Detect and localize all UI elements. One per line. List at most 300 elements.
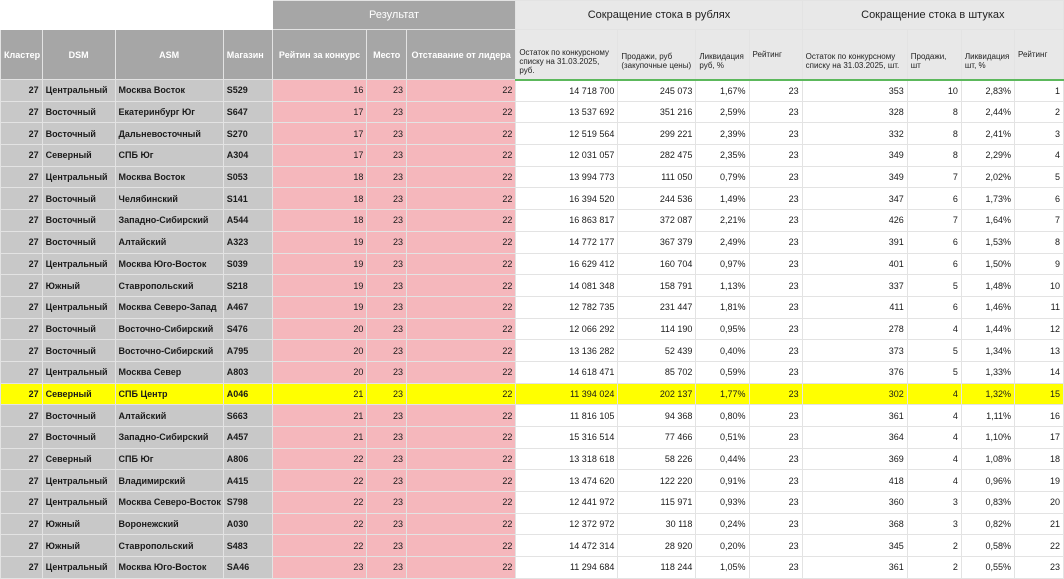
- cell-store: A803: [223, 361, 272, 383]
- table-row: [1, 405, 1064, 427]
- cell-cluster: 27: [1, 340, 43, 362]
- cell-liq-pcs: 0,96%: [961, 470, 1014, 492]
- cell-rating-pcs: 13: [1014, 340, 1063, 362]
- cell-dsm: Восточный: [42, 231, 115, 253]
- cell-gap: 22: [406, 166, 515, 188]
- cell-gap: 22: [406, 361, 515, 383]
- cell-store: S798: [223, 492, 272, 514]
- cell-rating-contest: 18: [272, 166, 367, 188]
- cell-rating-contest: 19: [272, 296, 367, 318]
- table-row: [1, 231, 1064, 253]
- cell-stock-rub: 12 519 564: [516, 123, 618, 145]
- cell-place: 23: [367, 231, 407, 253]
- cell-rating-rub: 23: [749, 80, 802, 102]
- cell-rating-rub: 23: [749, 101, 802, 123]
- cell-sales-pcs: 8: [907, 145, 961, 167]
- table-row: [1, 470, 1064, 492]
- cell-liq-rub: 1,81%: [696, 296, 749, 318]
- cell-liq-pcs: 1,64%: [961, 210, 1014, 232]
- cell-store: S529: [223, 80, 272, 102]
- cell-asm: Ставропольский: [115, 275, 223, 297]
- cell-asm: Москва Восток: [115, 80, 223, 102]
- cell-sales-pcs: 4: [907, 427, 961, 449]
- cell-liq-rub: 2,49%: [696, 231, 749, 253]
- cell-store: A544: [223, 210, 272, 232]
- cell-dsm: Восточный: [42, 427, 115, 449]
- cell-asm: Екатеринбург Юг: [115, 101, 223, 123]
- cell-rating-rub: 23: [749, 513, 802, 535]
- cell-place: 23: [367, 470, 407, 492]
- col-sales-pcs: Продажи, шт: [907, 30, 961, 80]
- cell-asm: Алтайский: [115, 405, 223, 427]
- cell-sales-pcs: 5: [907, 361, 961, 383]
- col-cluster: Кластер: [1, 30, 43, 80]
- cell-cluster: 27: [1, 210, 43, 232]
- cell-stock-pcs: 369: [802, 448, 907, 470]
- cell-cluster: 27: [1, 470, 43, 492]
- cell-dsm: Центральный: [42, 492, 115, 514]
- cell-liq-pcs: 1,34%: [961, 340, 1014, 362]
- cell-sales-rub: 202 137: [618, 383, 696, 405]
- cell-cluster: 27: [1, 492, 43, 514]
- cell-cluster: 27: [1, 145, 43, 167]
- cell-rating-pcs: 9: [1014, 253, 1063, 275]
- cell-sales-pcs: 4: [907, 470, 961, 492]
- cell-asm: Алтайский: [115, 231, 223, 253]
- cell-rating-pcs: 15: [1014, 383, 1063, 405]
- cell-rating-rub: 23: [749, 275, 802, 297]
- table-row: [1, 188, 1064, 210]
- cell-rating-pcs: 17: [1014, 427, 1063, 449]
- cell-gap: 22: [406, 231, 515, 253]
- cell-sales-pcs: 5: [907, 340, 961, 362]
- cell-asm: СПБ Юг: [115, 145, 223, 167]
- header-group-row: [1, 1, 1064, 30]
- table-row: [1, 253, 1064, 275]
- cell-rating-pcs: 8: [1014, 231, 1063, 253]
- table-row: [1, 361, 1064, 383]
- cell-liq-rub: 0,51%: [696, 427, 749, 449]
- cell-place: 23: [367, 145, 407, 167]
- cell-dsm: Восточный: [42, 340, 115, 362]
- cell-stock-pcs: 364: [802, 427, 907, 449]
- cell-rating-pcs: 16: [1014, 405, 1063, 427]
- cell-stock-pcs: 332: [802, 123, 907, 145]
- cell-sales-rub: 245 073: [618, 80, 696, 102]
- cell-sales-rub: 372 087: [618, 210, 696, 232]
- cell-liq-pcs: 1,11%: [961, 405, 1014, 427]
- cell-asm: Дальневосточный: [115, 123, 223, 145]
- cell-liq-pcs: 2,29%: [961, 145, 1014, 167]
- cell-gap: 22: [406, 513, 515, 535]
- cell-liq-rub: 1,13%: [696, 275, 749, 297]
- cell-gap: 22: [406, 318, 515, 340]
- cell-liq-pcs: 0,83%: [961, 492, 1014, 514]
- cell-dsm: Восточный: [42, 123, 115, 145]
- cell-store: A323: [223, 231, 272, 253]
- table-row: [1, 166, 1064, 188]
- cell-rating-rub: 23: [749, 492, 802, 514]
- table-row: [1, 296, 1064, 318]
- result-group-header: Результат: [272, 1, 516, 30]
- cell-asm: Ставропольский: [115, 535, 223, 557]
- cell-gap: 22: [406, 145, 515, 167]
- cell-gap: 22: [406, 296, 515, 318]
- cell-sales-pcs: 8: [907, 101, 961, 123]
- cell-sales-rub: 52 439: [618, 340, 696, 362]
- cell-dsm: Северный: [42, 448, 115, 470]
- cell-stock-rub: 13 537 692: [516, 101, 618, 123]
- cell-cluster: 27: [1, 361, 43, 383]
- cell-sales-rub: 158 791: [618, 275, 696, 297]
- cell-rating-rub: 23: [749, 253, 802, 275]
- col-rating-rub: Рейтинг: [749, 30, 802, 80]
- cell-asm: Восточно-Сибирский: [115, 340, 223, 362]
- cell-stock-pcs: 411: [802, 296, 907, 318]
- cell-stock-rub: 12 372 972: [516, 513, 618, 535]
- cell-rating-pcs: 1: [1014, 80, 1063, 102]
- cell-stock-rub: 16 629 412: [516, 253, 618, 275]
- cell-cluster: 27: [1, 557, 43, 579]
- table-row: [1, 535, 1064, 557]
- cell-liq-rub: 0,24%: [696, 513, 749, 535]
- cell-cluster: 27: [1, 101, 43, 123]
- cell-stock-pcs: 349: [802, 145, 907, 167]
- cell-store: S663: [223, 405, 272, 427]
- cell-asm: Владимирский: [115, 470, 223, 492]
- cell-asm: СПБ Центр: [115, 383, 223, 405]
- cell-liq-pcs: 1,46%: [961, 296, 1014, 318]
- cell-stock-rub: 13 474 620: [516, 470, 618, 492]
- cell-place: 23: [367, 296, 407, 318]
- cell-asm: Восточно-Сибирский: [115, 318, 223, 340]
- cell-gap: 22: [406, 405, 515, 427]
- cell-store: S141: [223, 188, 272, 210]
- cell-rating-rub: 23: [749, 231, 802, 253]
- cell-liq-rub: 2,59%: [696, 101, 749, 123]
- cell-liq-pcs: 1,33%: [961, 361, 1014, 383]
- cell-cluster: 27: [1, 318, 43, 340]
- cell-place: 23: [367, 513, 407, 535]
- cell-rating-contest: 19: [272, 231, 367, 253]
- cell-liq-rub: 1,67%: [696, 80, 749, 102]
- cell-sales-pcs: 6: [907, 253, 961, 275]
- cell-rating-pcs: 7: [1014, 210, 1063, 232]
- cell-asm: Москва Северо-Запад: [115, 296, 223, 318]
- cell-place: 23: [367, 557, 407, 579]
- cell-gap: 22: [406, 448, 515, 470]
- cell-asm: Западно-Сибирский: [115, 210, 223, 232]
- cell-liq-rub: 0,79%: [696, 166, 749, 188]
- cell-stock-rub: 13 318 618: [516, 448, 618, 470]
- cell-gap: 22: [406, 188, 515, 210]
- col-gap: Отставание от лидера: [406, 30, 515, 80]
- cell-dsm: Центральный: [42, 80, 115, 102]
- cell-gap: 22: [406, 253, 515, 275]
- cell-place: 23: [367, 275, 407, 297]
- cell-liq-rub: 0,40%: [696, 340, 749, 362]
- cell-liq-rub: 0,44%: [696, 448, 749, 470]
- cell-stock-rub: 14 718 700: [516, 80, 618, 102]
- cell-place: 23: [367, 123, 407, 145]
- cell-gap: 22: [406, 535, 515, 557]
- cell-rating-rub: 23: [749, 318, 802, 340]
- cell-rating-contest: 22: [272, 448, 367, 470]
- cell-liq-pcs: 1,73%: [961, 188, 1014, 210]
- cell-place: 23: [367, 405, 407, 427]
- cell-liq-pcs: 1,32%: [961, 383, 1014, 405]
- cell-dsm: Центральный: [42, 557, 115, 579]
- cell-rating-contest: 23: [272, 557, 367, 579]
- cell-liq-rub: 0,80%: [696, 405, 749, 427]
- cell-place: 23: [367, 210, 407, 232]
- cell-asm: Москва Юго-Восток: [115, 253, 223, 275]
- cell-sales-rub: 58 226: [618, 448, 696, 470]
- table-row: [1, 383, 1064, 405]
- cell-gap: 22: [406, 340, 515, 362]
- cell-rating-contest: 22: [272, 470, 367, 492]
- cell-liq-pcs: 2,41%: [961, 123, 1014, 145]
- cell-rating-pcs: 5: [1014, 166, 1063, 188]
- table-row: [1, 318, 1064, 340]
- cell-liq-rub: 1,49%: [696, 188, 749, 210]
- cell-rating-contest: 22: [272, 535, 367, 557]
- cell-rating-contest: 17: [272, 123, 367, 145]
- table-row: [1, 101, 1064, 123]
- cell-cluster: 27: [1, 231, 43, 253]
- cell-rating-rub: 23: [749, 340, 802, 362]
- cell-store: S270: [223, 123, 272, 145]
- cell-stock-rub: 11 394 024: [516, 383, 618, 405]
- cell-liq-pcs: 1,44%: [961, 318, 1014, 340]
- cell-store: A030: [223, 513, 272, 535]
- cell-cluster: 27: [1, 188, 43, 210]
- cell-place: 23: [367, 80, 407, 102]
- cell-cluster: 27: [1, 448, 43, 470]
- cell-stock-pcs: 373: [802, 340, 907, 362]
- cell-stock-pcs: 361: [802, 557, 907, 579]
- cell-rating-contest: 18: [272, 210, 367, 232]
- cell-rating-pcs: 23: [1014, 557, 1063, 579]
- cell-stock-rub: 11 816 105: [516, 405, 618, 427]
- cell-rating-contest: 20: [272, 318, 367, 340]
- cell-dsm: Центральный: [42, 166, 115, 188]
- cell-stock-pcs: 349: [802, 166, 907, 188]
- col-asm: ASM: [115, 30, 223, 80]
- cell-place: 23: [367, 535, 407, 557]
- cell-stock-pcs: 361: [802, 405, 907, 427]
- cell-stock-rub: 13 994 773: [516, 166, 618, 188]
- cell-sales-pcs: 5: [907, 275, 961, 297]
- cell-liq-rub: 0,97%: [696, 253, 749, 275]
- cell-sales-pcs: 10: [907, 80, 961, 102]
- cell-store: A046: [223, 383, 272, 405]
- cell-stock-pcs: 426: [802, 210, 907, 232]
- cell-gap: 22: [406, 383, 515, 405]
- cell-place: 23: [367, 318, 407, 340]
- col-rating-contest: Рейтин за конкурс: [272, 30, 367, 80]
- cell-place: 23: [367, 383, 407, 405]
- cell-sales-rub: 114 190: [618, 318, 696, 340]
- cell-sales-pcs: 6: [907, 188, 961, 210]
- cell-dsm: Восточный: [42, 318, 115, 340]
- cell-dsm: Центральный: [42, 253, 115, 275]
- cell-cluster: 27: [1, 80, 43, 102]
- cell-rating-contest: 21: [272, 405, 367, 427]
- cell-gap: 22: [406, 80, 515, 102]
- cell-gap: 22: [406, 123, 515, 145]
- cell-dsm: Центральный: [42, 470, 115, 492]
- cell-sales-pcs: 4: [907, 318, 961, 340]
- cell-rating-contest: 20: [272, 361, 367, 383]
- cell-stock-pcs: 376: [802, 361, 907, 383]
- col-liq-pcs: Ликвидация шт, %: [961, 30, 1014, 80]
- cell-sales-rub: 77 466: [618, 427, 696, 449]
- cell-sales-rub: 367 379: [618, 231, 696, 253]
- cell-stock-rub: 15 316 514: [516, 427, 618, 449]
- cell-cluster: 27: [1, 275, 43, 297]
- cell-dsm: Южный: [42, 275, 115, 297]
- cell-rating-contest: 17: [272, 101, 367, 123]
- cell-liq-pcs: 0,82%: [961, 513, 1014, 535]
- cell-place: 23: [367, 166, 407, 188]
- cell-rating-pcs: 6: [1014, 188, 1063, 210]
- cell-sales-rub: 282 475: [618, 145, 696, 167]
- cell-liq-pcs: 2,02%: [961, 166, 1014, 188]
- header-blank: [1, 1, 273, 30]
- cell-store: S483: [223, 535, 272, 557]
- header-column-row: [1, 30, 1064, 80]
- cell-stock-rub: 13 136 282: [516, 340, 618, 362]
- cell-stock-rub: 14 618 471: [516, 361, 618, 383]
- cell-gap: 22: [406, 427, 515, 449]
- cell-liq-pcs: 1,53%: [961, 231, 1014, 253]
- cell-rating-pcs: 19: [1014, 470, 1063, 492]
- cell-asm: Москва Северо-Восток: [115, 492, 223, 514]
- cell-rating-pcs: 21: [1014, 513, 1063, 535]
- cell-sales-pcs: 4: [907, 448, 961, 470]
- table-row: [1, 123, 1064, 145]
- cell-cluster: 27: [1, 253, 43, 275]
- cell-cluster: 27: [1, 123, 43, 145]
- cell-rating-rub: 23: [749, 383, 802, 405]
- cell-gap: 22: [406, 210, 515, 232]
- cell-cluster: 27: [1, 513, 43, 535]
- cell-gap: 22: [406, 557, 515, 579]
- cell-store: A795: [223, 340, 272, 362]
- cell-asm: Воронежский: [115, 513, 223, 535]
- table-row: [1, 448, 1064, 470]
- cell-sales-rub: 351 216: [618, 101, 696, 123]
- cell-stock-pcs: 345: [802, 535, 907, 557]
- cell-sales-pcs: 7: [907, 210, 961, 232]
- cell-rating-pcs: 14: [1014, 361, 1063, 383]
- col-dsm: DSM: [42, 30, 115, 80]
- cell-store: A806: [223, 448, 272, 470]
- cell-liq-pcs: 1,48%: [961, 275, 1014, 297]
- cell-rating-rub: 23: [749, 296, 802, 318]
- cell-liq-pcs: 1,08%: [961, 448, 1014, 470]
- table-row: [1, 80, 1064, 102]
- cell-stock-rub: 11 294 684: [516, 557, 618, 579]
- cell-dsm: Северный: [42, 383, 115, 405]
- cell-rating-rub: 23: [749, 448, 802, 470]
- cell-rating-contest: 21: [272, 427, 367, 449]
- cell-rating-pcs: 3: [1014, 123, 1063, 145]
- cell-cluster: 27: [1, 296, 43, 318]
- cell-stock-pcs: 360: [802, 492, 907, 514]
- cell-sales-pcs: 2: [907, 535, 961, 557]
- cell-store: S053: [223, 166, 272, 188]
- cell-dsm: Центральный: [42, 361, 115, 383]
- cell-rating-rub: 23: [749, 145, 802, 167]
- cell-liq-rub: 0,91%: [696, 470, 749, 492]
- cell-rating-contest: 19: [272, 253, 367, 275]
- cell-liq-pcs: 1,10%: [961, 427, 1014, 449]
- cell-rating-pcs: 10: [1014, 275, 1063, 297]
- cell-rating-rub: 23: [749, 210, 802, 232]
- cell-place: 23: [367, 340, 407, 362]
- cell-stock-rub: 16 394 520: [516, 188, 618, 210]
- cell-place: 23: [367, 448, 407, 470]
- col-place: Место: [367, 30, 407, 80]
- cell-rating-rub: 23: [749, 470, 802, 492]
- cell-rating-contest: 18: [272, 188, 367, 210]
- cell-stock-pcs: 418: [802, 470, 907, 492]
- cell-liq-rub: 1,05%: [696, 557, 749, 579]
- cell-rating-pcs: 18: [1014, 448, 1063, 470]
- cell-asm: Москва Юго-Восток: [115, 557, 223, 579]
- cell-sales-pcs: 6: [907, 231, 961, 253]
- cell-rating-pcs: 11: [1014, 296, 1063, 318]
- cell-liq-rub: 0,95%: [696, 318, 749, 340]
- cell-rating-contest: 19: [272, 275, 367, 297]
- cell-stock-pcs: 368: [802, 513, 907, 535]
- cell-stock-rub: 16 863 817: [516, 210, 618, 232]
- cell-cluster: 27: [1, 405, 43, 427]
- cell-stock-rub: 14 081 348: [516, 275, 618, 297]
- cell-liq-rub: 0,93%: [696, 492, 749, 514]
- rub-group-header: Сокращение стока в рублях: [516, 1, 802, 30]
- cell-sales-rub: 160 704: [618, 253, 696, 275]
- cell-stock-rub: 12 031 057: [516, 145, 618, 167]
- cell-place: 23: [367, 101, 407, 123]
- table-row: [1, 513, 1064, 535]
- col-rating-pcs: Рейтинг: [1014, 30, 1063, 80]
- cell-stock-rub: 14 772 177: [516, 231, 618, 253]
- cell-liq-rub: 2,39%: [696, 123, 749, 145]
- cell-liq-rub: 2,35%: [696, 145, 749, 167]
- cell-sales-pcs: 4: [907, 383, 961, 405]
- cell-dsm: Южный: [42, 513, 115, 535]
- cell-place: 23: [367, 427, 407, 449]
- cell-stock-rub: 12 441 972: [516, 492, 618, 514]
- cell-store: A457: [223, 427, 272, 449]
- cell-place: 23: [367, 492, 407, 514]
- cell-rating-contest: 16: [272, 80, 367, 102]
- cell-asm: Западно-Сибирский: [115, 427, 223, 449]
- cell-cluster: 27: [1, 427, 43, 449]
- cell-sales-rub: 244 536: [618, 188, 696, 210]
- cell-liq-rub: 0,59%: [696, 361, 749, 383]
- cell-rating-rub: 23: [749, 405, 802, 427]
- cell-rating-rub: 23: [749, 361, 802, 383]
- cell-rating-contest: 21: [272, 383, 367, 405]
- cell-gap: 22: [406, 492, 515, 514]
- cell-store: S039: [223, 253, 272, 275]
- cell-sales-rub: 94 368: [618, 405, 696, 427]
- cell-rating-contest: 22: [272, 492, 367, 514]
